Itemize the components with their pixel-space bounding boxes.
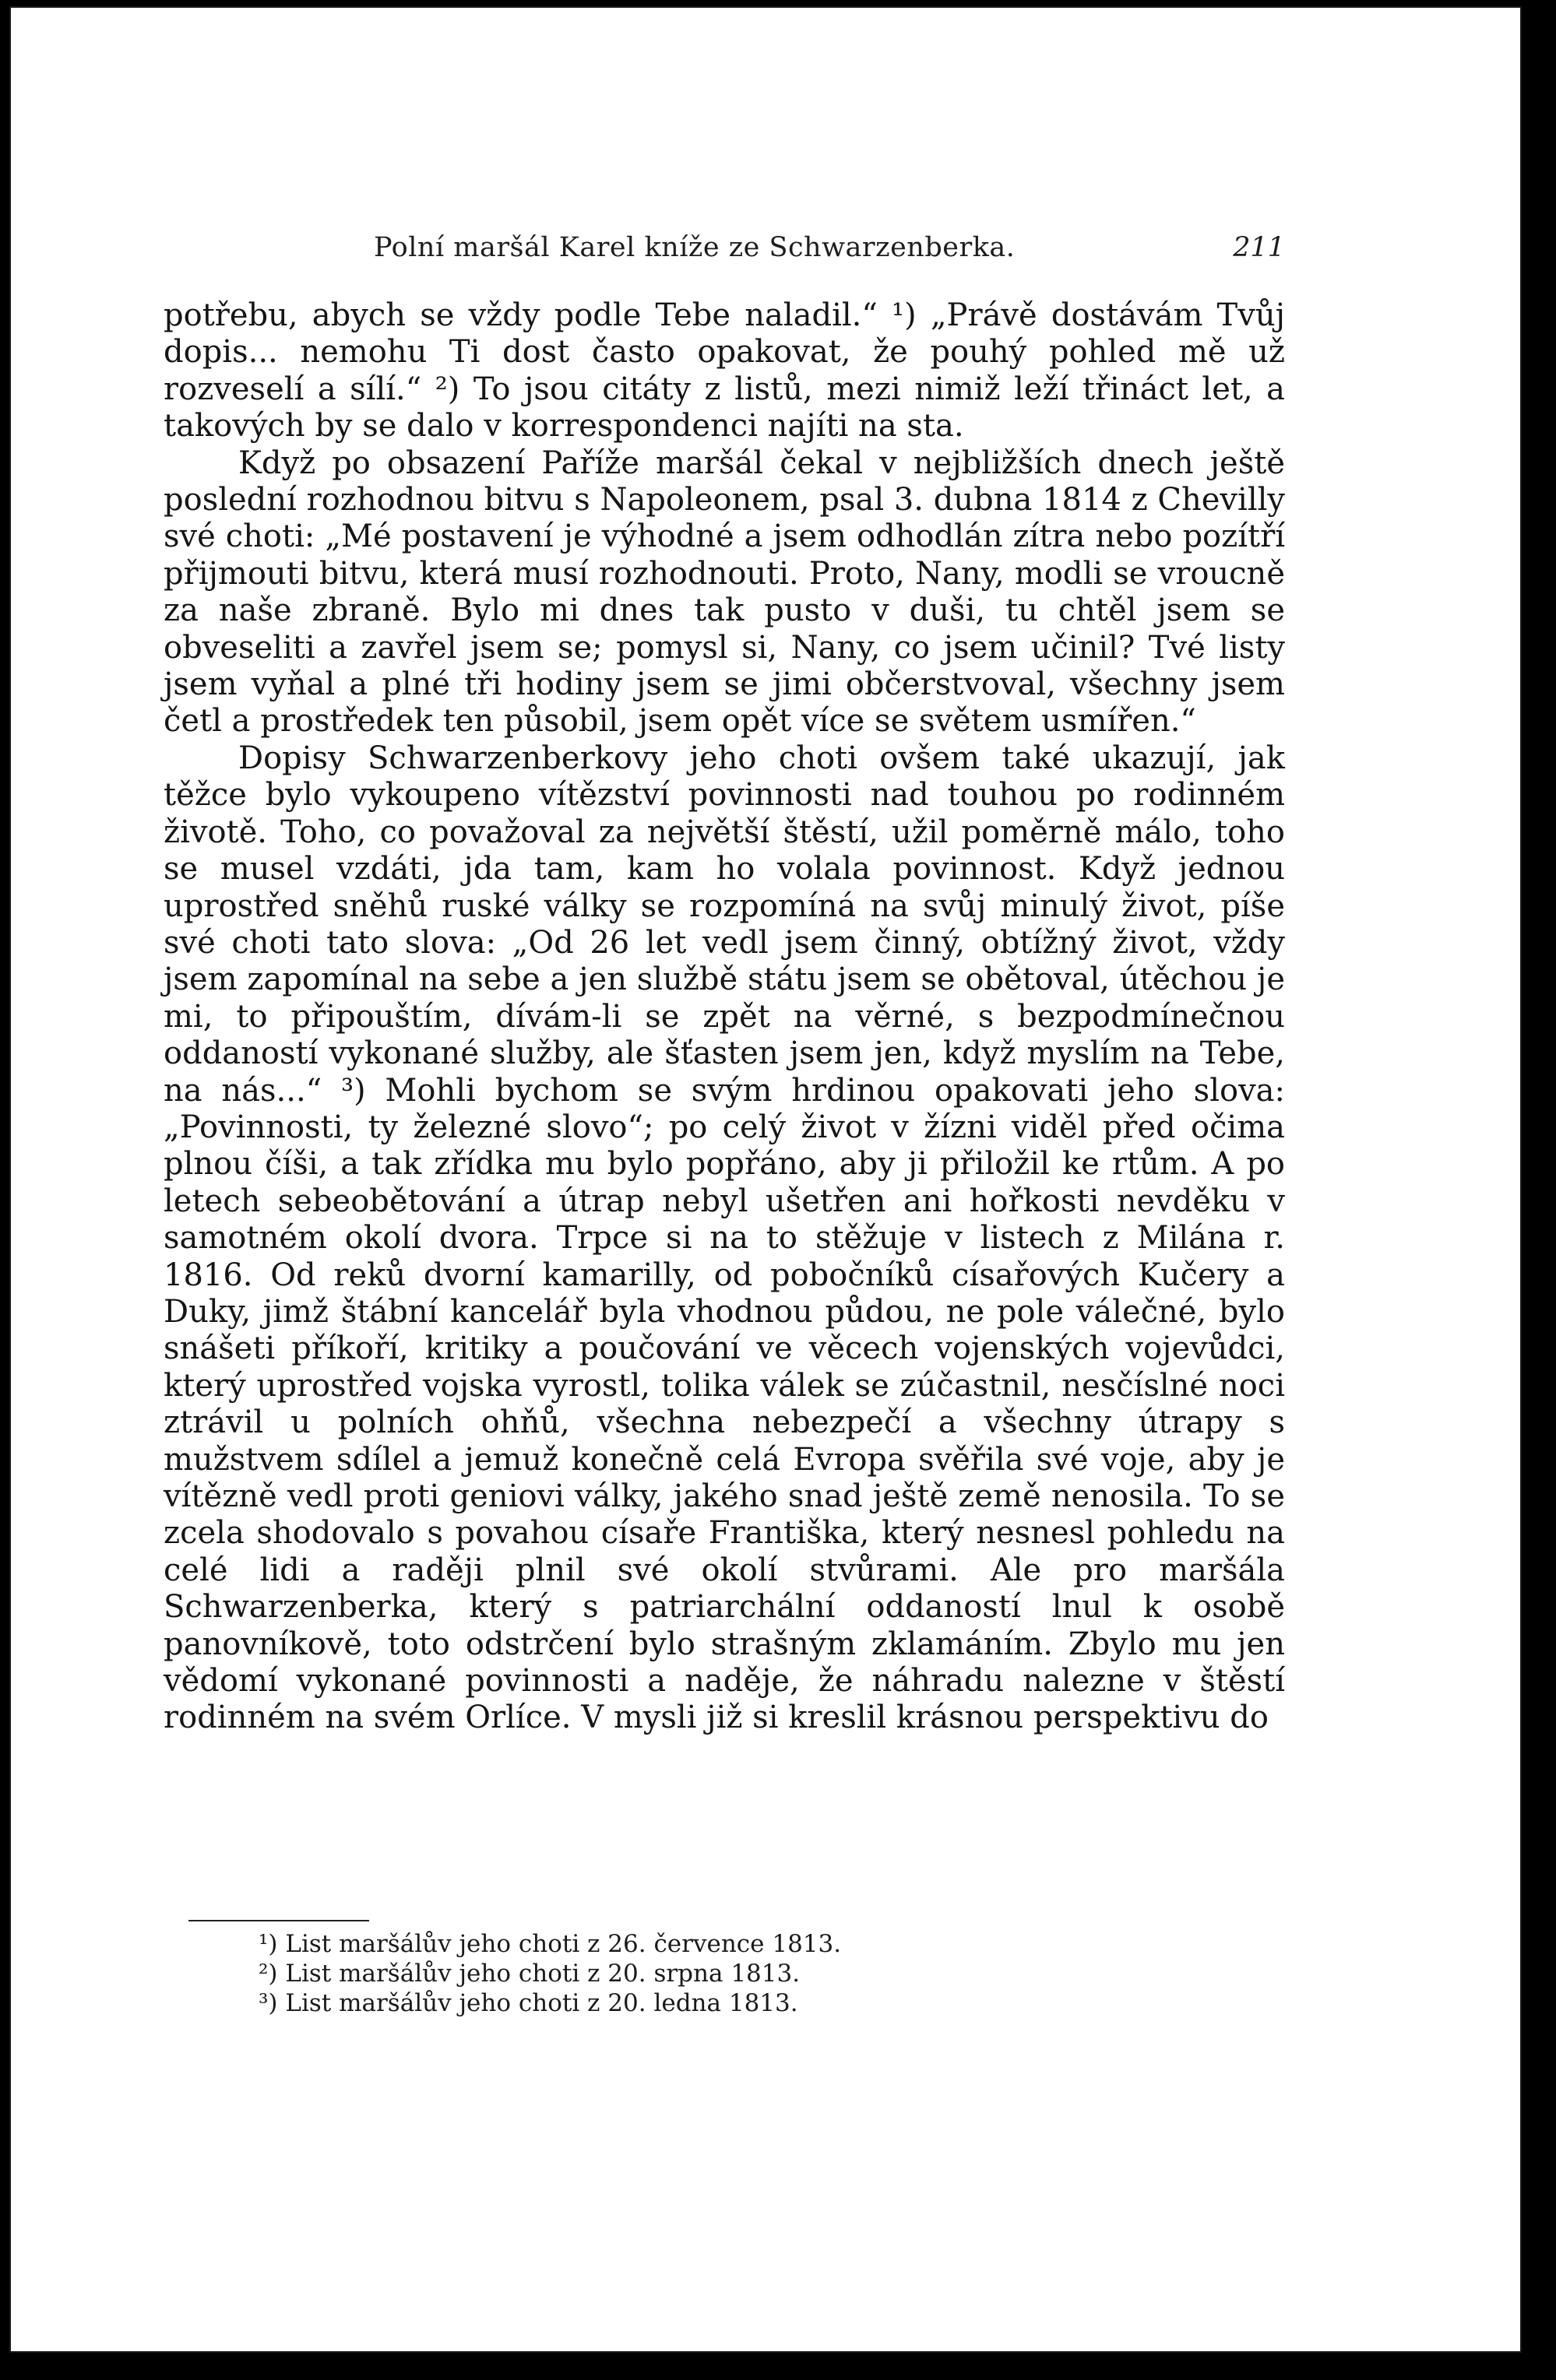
footnote-divider bbox=[188, 1920, 369, 1921]
footnote-mark: ¹) bbox=[259, 1930, 278, 1958]
footnote-text: List maršálův jeho choti z 26. července 1813. bbox=[285, 1930, 842, 1958]
footnote-text: List maršálův jeho choti z 20. srpna 1813. bbox=[285, 1960, 801, 1988]
paragraph-3: Dopisy Schwarzenberkovy jeho choti ovšem také ukazují, jak těžce bylo vykoupeno vítězství povinnosti nad touhou po rodinném životě. Toho, co považoval za největší štěstí, užil poměrně málo, toho se musel vzdáti, jda tam, kam ho volala povinnost. Když jednou uprostřed sněhů ruské války se rozpomíná na svůj minulý život, píše své choti tato slova: „Od 26 let vedl jsem činný, obtížný život, vždy jsem zapomínal na sebe a jen službě státu jsem se obětoval, útěchou je mi, to připouštím, dívám-li se zpět na věrné, s bezpodmínečnou oddaností vykonané služby, ale šťasten jsem jen, když myslím na Tebe, na nás...“ ³) Mohli bychom se svým hrdinou opakovati jeho slova: „Povinnosti, ty železné slovo“; po celý život v žízni viděl před očima plnou číši, a tak zřídka mu bylo popřáno, aby ji přiložil ke rtům. A po letech sebeobětování a útrap nebyl ušetřen ani hořkosti nevděku v samotném okolí dvora. Trpce si na to stěžuje v listech z Milána r. 1816. Od reků dvorní kamarilly, od pobočníků císařových Kučery a Duky, jimž štábní kancelář byla vhodnou půdou, ne pole válečné, bylo snášeti příkoří, kritiky a poučování ve věcech vojenských vojevůdci, který uprostřed vojska vyrostl, tolika válek se zúčastnil, nesčíslné noci ztrávil u polních ohňů, všechna nebezpečí a všechny útrapy s mužstvem sdílel a jemuž konečně celá Evropa svěřila své voje, aby je vítězně vedl proti geniovi války, jakého snad ještě země nenosila. To se zcela shodovalo s povahou císaře Františka, který nesnesl pohledu na celé lidi a raději plnil své okolí stvůrami. Ale pro maršála Schwarzenberka, který s patriarchální oddaností lnul k osobě panovníkově, toto odstrčení bylo strašným zklamáním. Zbylo mu jen vědomí vykonané povinnosti a naděje, že náhradu nalezne v štěstí rodinném na svém Orlíce. V mysli již si kreslil krásnou perspektivu do bbox=[164, 740, 1285, 1736]
body-text bbox=[164, 297, 1285, 1737]
footnote-3 bbox=[259, 1988, 1271, 2018]
footnote-text: List maršálův jeho choti z 20. ledna 1813. bbox=[285, 1989, 798, 2017]
paragraph-2: Když po obsazení Paříže maršál čekal v nejbližších dnech ještě poslední rozhodnou bitvu s Napoleonem, psal 3. dubna 1814 z Chevilly své choti: „Mé postavení je výhodné a jsem odhodlán zítra nebo pozítří přijmouti bitvu, která musí rozhodnouti. Proto, Nany, modli se vroucně za naše zbraně. Bylo mi dnes tak pusto v duši, tu chtěl jsem se obveseliti a zavřel jsem se; pomysl si, Nany, co jsem učinil? Tvé listy jsem vyňal a plné tři hodiny jsem se jimi občerstvoval, všechny jsem četl a prostředek ten působil, jsem opět více se světem usmířen.“ bbox=[164, 445, 1285, 740]
footnote-mark: ³) bbox=[259, 1989, 278, 2017]
running-title: Polní maršál Karel kníže ze Schwarzenberka. bbox=[374, 232, 1016, 263]
footnote-1 bbox=[259, 1929, 1271, 1959]
page-header bbox=[164, 232, 1285, 271]
footnotes bbox=[259, 1929, 1271, 2018]
paragraph-1: potřebu, abych se vždy podle Tebe naladil.“ ¹) „Právě dostávám Tvůj dopis... nemohu Ti dost často opakovat, že pouhý pohled mě už rozveselí a sílí.“ ²) To jsou citáty z listů, mezi nimiž leží třináct let, a takových by se dalo v korrespondenci najíti na sta. bbox=[164, 297, 1285, 445]
footnote-mark: ²) bbox=[259, 1960, 278, 1988]
book-page bbox=[11, 8, 1520, 2351]
footnote-2 bbox=[259, 1959, 1271, 1988]
page-number: 211 bbox=[1233, 232, 1285, 263]
